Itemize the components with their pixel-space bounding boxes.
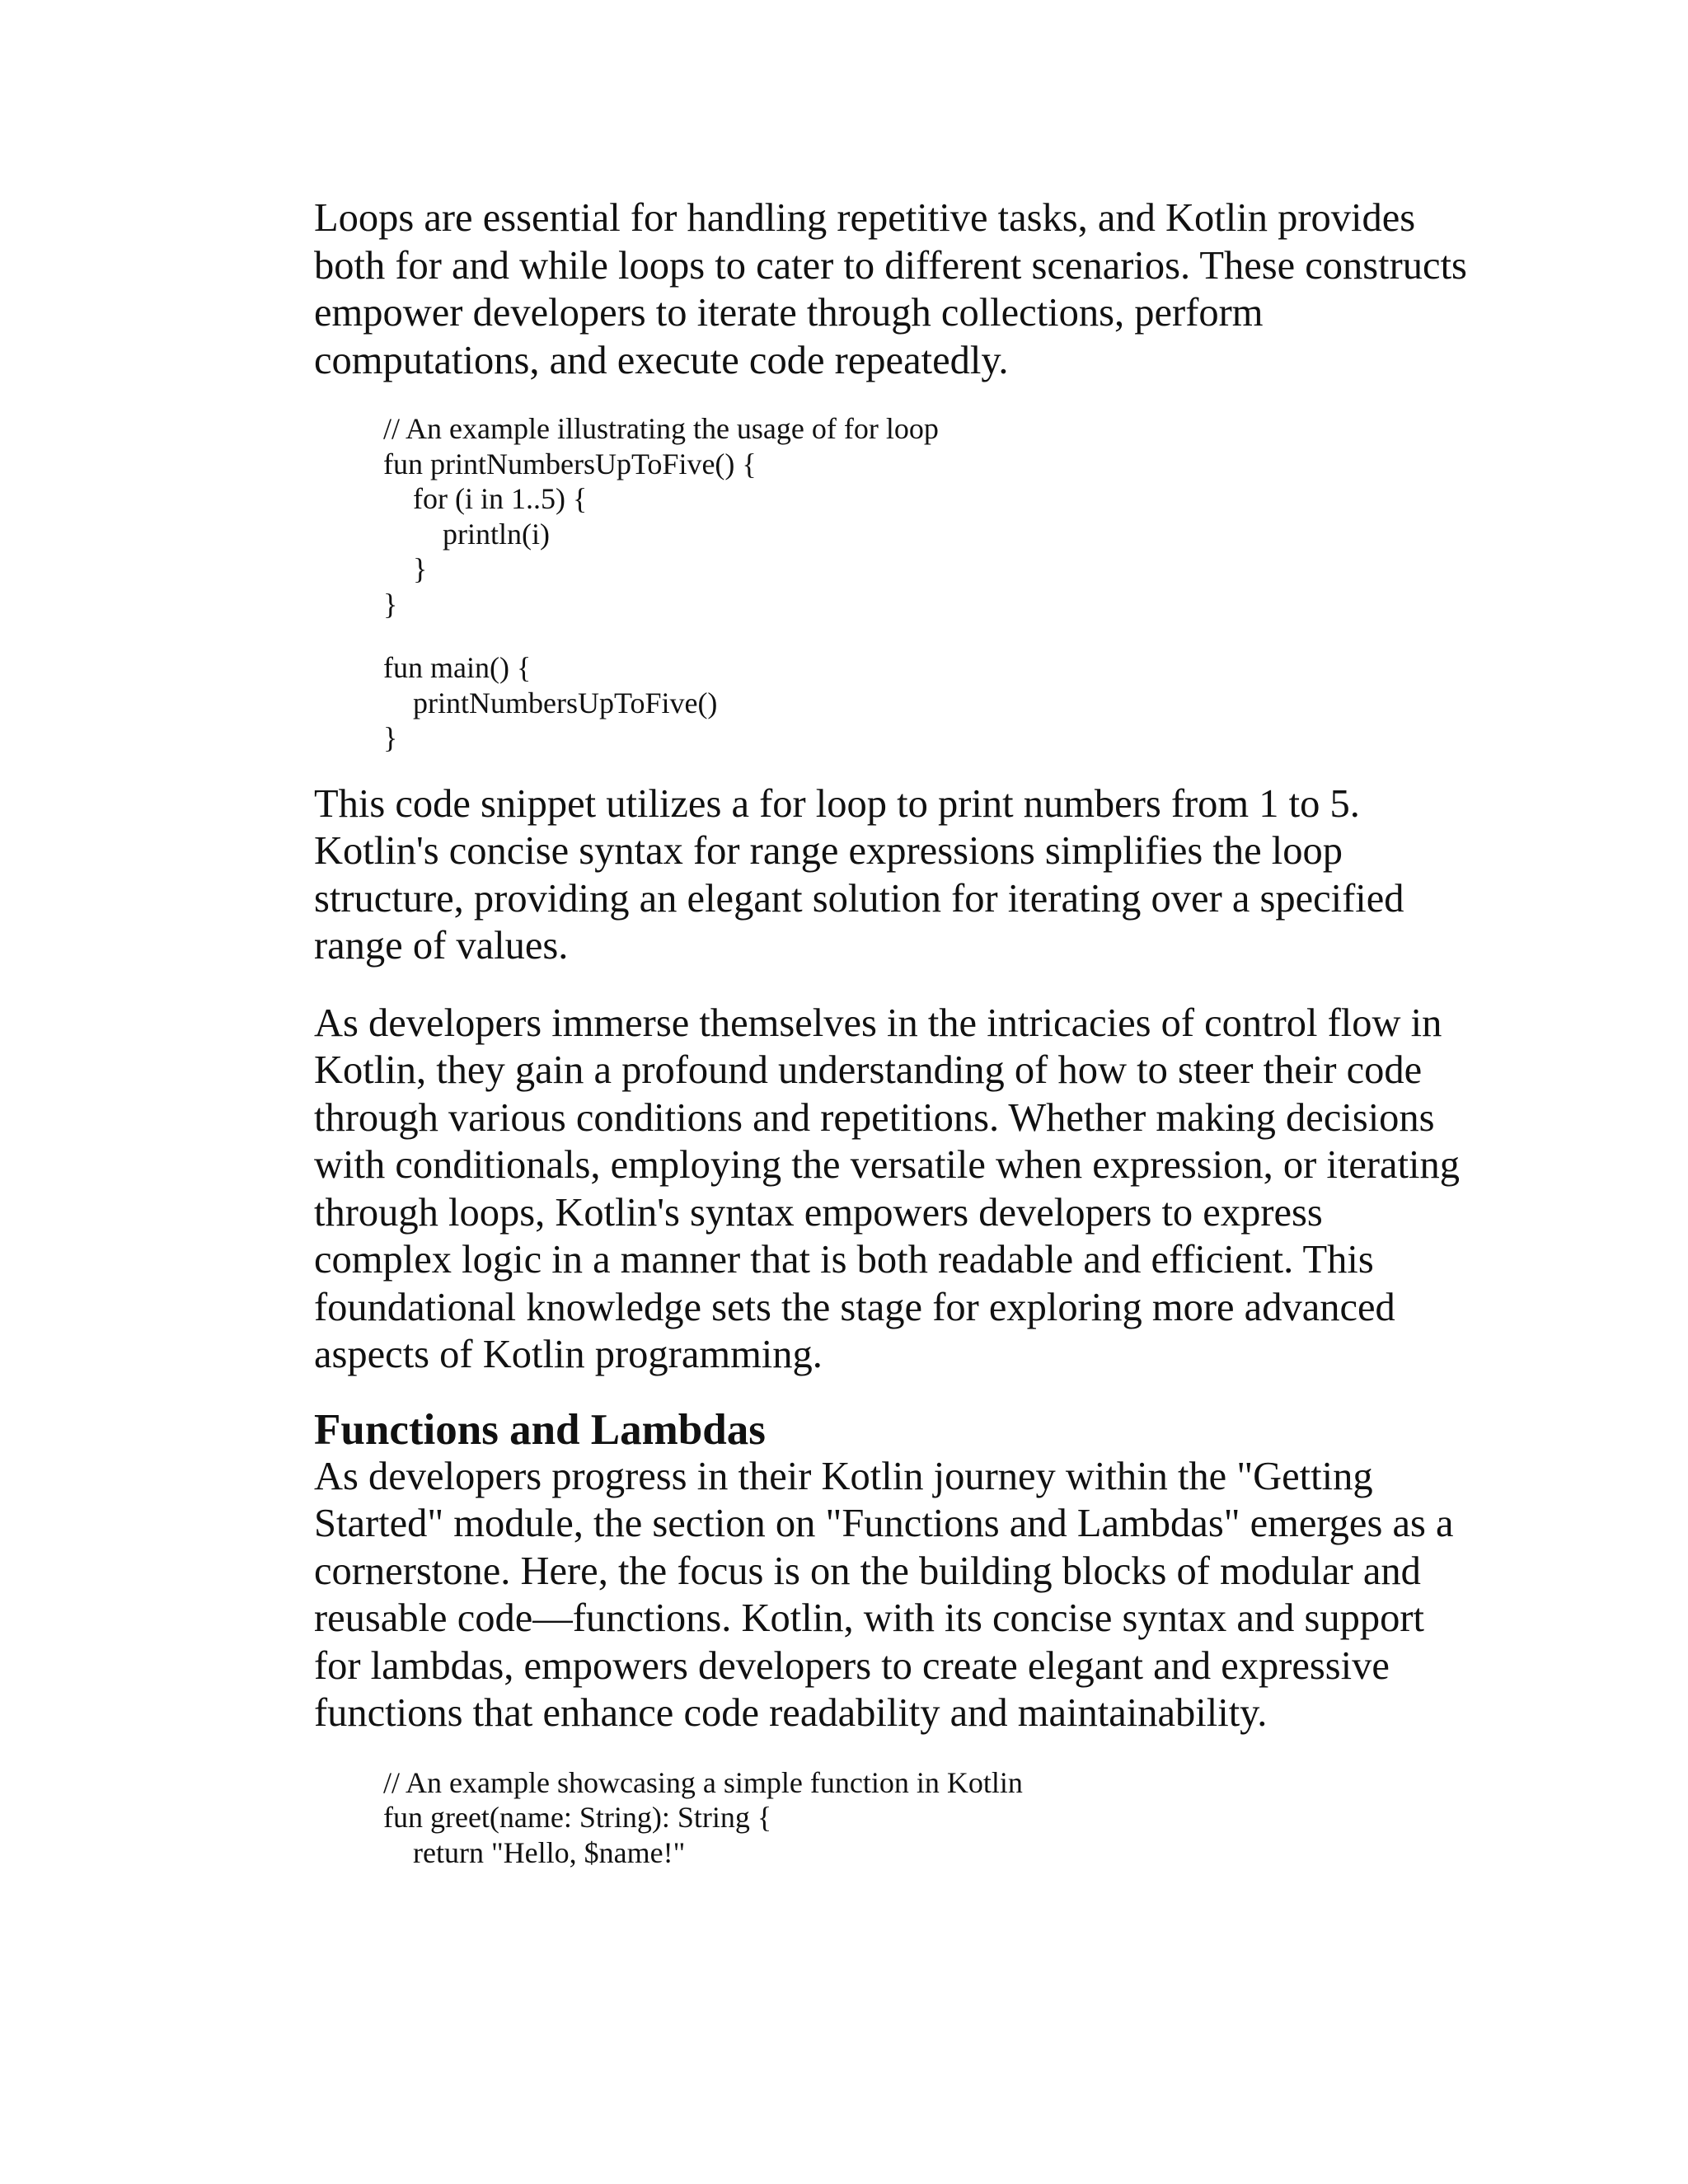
paragraph-loop-explanation: This code snippet utilizes a for loop to print numbers from 1 to 5. Kotlin's concise syntax for range expressions simplifies the loop structure, providing an elegant solution for iterating over a specified range of values.	[314, 781, 1404, 968]
paragraph-functions-intro: As developers progress in their Kotlin journey within the "Getting Started" module, the section on "Functions and Lambdas" emerges as a cornerstone. Here, the focus is on the building blocks of modular and reusable code—functions. Kotlin, with its concise syntax and support for lambdas, empowers developers to create elegant and expressive functions that enhance code readability and maintainability.	[314, 1454, 1454, 1735]
code-line: fun greet(name: String): String {	[383, 1801, 772, 1834]
code-line: // An example showcasing a simple function in Kotlin	[383, 1765, 1023, 1799]
code-line: for (i in 1..5) {	[383, 482, 588, 515]
code-line: fun main() {	[383, 651, 532, 684]
code-line: fun printNumbersUpToFive() {	[383, 447, 757, 480]
paragraph-control-flow-summary: As developers immerse themselves in the intricacies of control flow in Kotlin, they gain a profound understanding of how to steer their code through various conditions and repetitions. Whether making decisions with conditionals, employing the versatile when expression, or iterating through loops, Kotlin's syntax empowers developers to express complex logic in a manner that is both readable and efficient. This foundational knowledge sets the stage for exploring more advanced aspects of Kotlin programming.	[314, 1001, 1461, 1376]
code-block-greet-function	[383, 1765, 1468, 1871]
paragraph-loops-intro: Loops are essential for handling repetitive tasks, and Kotlin provides both for and while loops to cater to different scenarios. These constructs empower developers to iterate through collections, perform computations, and execute code repeatedly.	[314, 196, 1467, 382]
code-line: // An example illustrating the usage of for loop	[383, 412, 939, 445]
code-blank-line	[383, 621, 1468, 650]
code-line: }	[383, 721, 398, 754]
code-block-for-loop	[383, 411, 1468, 756]
code-line: return "Hello, $name!"	[383, 1835, 686, 1869]
code-line: }	[383, 552, 428, 585]
code-line: printNumbersUpToFive()	[383, 686, 718, 719]
page-content	[314, 194, 1468, 1870]
code-line: println(i)	[383, 517, 550, 551]
section-heading: Functions and Lambdas	[314, 1405, 766, 1454]
code-line: }	[383, 587, 398, 621]
